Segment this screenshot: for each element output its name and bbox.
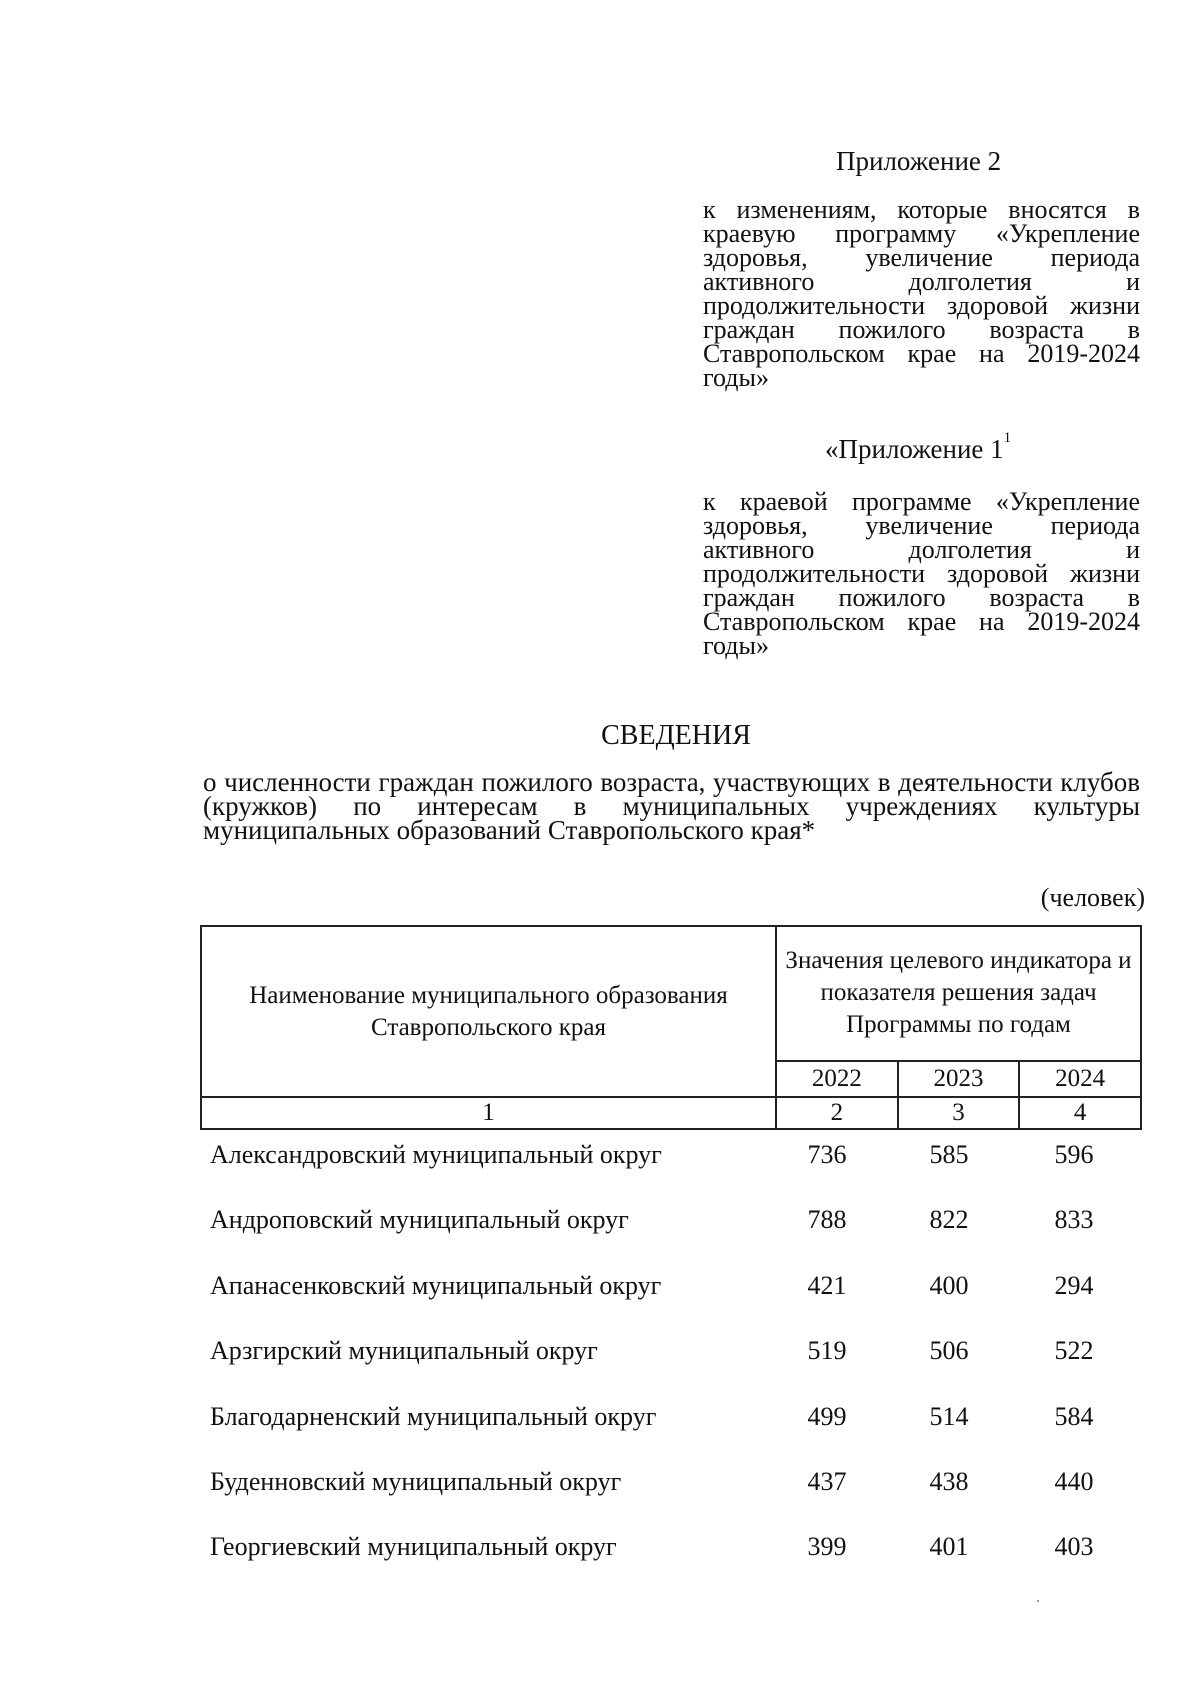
document-title: СВЕДЕНИЯ [601,720,751,751]
value-2024: 440 [1054,1466,1094,1496]
municipality-name: Апанасенковский муниципальный округ [210,1270,662,1300]
table-row [200,1324,1142,1389]
value-2023: 438 [929,1466,969,1496]
value-2022: 736 [807,1140,847,1169]
value-2022: 421 [807,1270,847,1300]
value-2023: 400 [929,1270,969,1300]
municipality-name: Александровский муниципальный округ [210,1140,662,1169]
table-row [200,1520,1142,1585]
value-2023: 514 [929,1401,969,1431]
value-2022: 499 [807,1401,847,1431]
column-number: 4 [1019,1097,1141,1129]
value-2024: 833 [1054,1205,1094,1235]
column-number: 1 [201,1097,776,1129]
indicator-column-header: Значения целевого индикатора и показателя решения задач Программы по годам [776,926,1141,1061]
value-2024: 294 [1054,1270,1094,1300]
table-row [200,1390,1142,1455]
table-row [200,1193,1142,1258]
table-row [200,1128,1142,1193]
sub-appendix-note: к краевой программе «Укрепление здоровья, увеличение периода активного долголетия и продолжительности здоровой жизни граждан пожилого возраста в Ставропольском крае на 2019-2024 годы» [703,487,1140,660]
sub-appendix-title [825,430,1012,465]
value-2022: 519 [807,1336,847,1366]
municipality-name: Благодарненский муниципальный округ [210,1401,657,1431]
units-label: (человек) [1040,883,1145,912]
value-2023: 822 [929,1205,969,1235]
year-header: 2023 [898,1061,1020,1097]
year-header: 2024 [1019,1061,1141,1097]
appendix-title: Приложение 2 [836,146,1002,176]
sub-appendix-superscript: 1 [1003,430,1012,446]
column-number: 2 [776,1097,898,1129]
municipality-name: Андроповский муниципальный округ [210,1205,629,1235]
sub-appendix-title-text: «Приложение 1 [825,434,1004,464]
scan-speck [1037,1600,1039,1602]
value-2023: 401 [929,1532,969,1562]
table-row [200,1259,1142,1324]
table-row [200,1455,1142,1520]
value-2023: 585 [929,1140,969,1169]
document-subtitle: о численности граждан пожилого возраста, участвующих в деятельности клубов (кружков) по интересам в муниципальных учреждениях культуры муниципальных образований Ставропольского края* [203,767,1140,845]
value-2024: 522 [1054,1336,1094,1366]
column-number: 3 [898,1097,1020,1129]
value-2024: 584 [1054,1401,1094,1431]
municipality-name: Арзгирский муниципальный округ [210,1336,598,1366]
appendix-note: к изменениям, которые вносятся в краевую программу «Укрепление здоровья, увеличение периода активного долголетия и продолжительности здоровой жизни граждан пожилого возраста в Ставропольском крае на 2019-2024 годы» [703,195,1140,392]
value-2022: 399 [807,1532,847,1562]
table-header [200,925,1142,1130]
municipality-name: Георгиевский муниципальный округ [210,1532,617,1562]
value-2022: 437 [807,1466,847,1496]
municipality-name: Буденновский муниципальный округ [210,1466,622,1496]
table-body [200,1128,1142,1586]
year-header: 2022 [776,1061,898,1097]
value-2023: 506 [929,1336,969,1366]
value-2024: 596 [1054,1140,1094,1169]
value-2024: 403 [1054,1532,1094,1562]
name-column-header: Наименование муниципального образования Ставропольского края [201,926,776,1097]
value-2022: 788 [807,1205,847,1235]
